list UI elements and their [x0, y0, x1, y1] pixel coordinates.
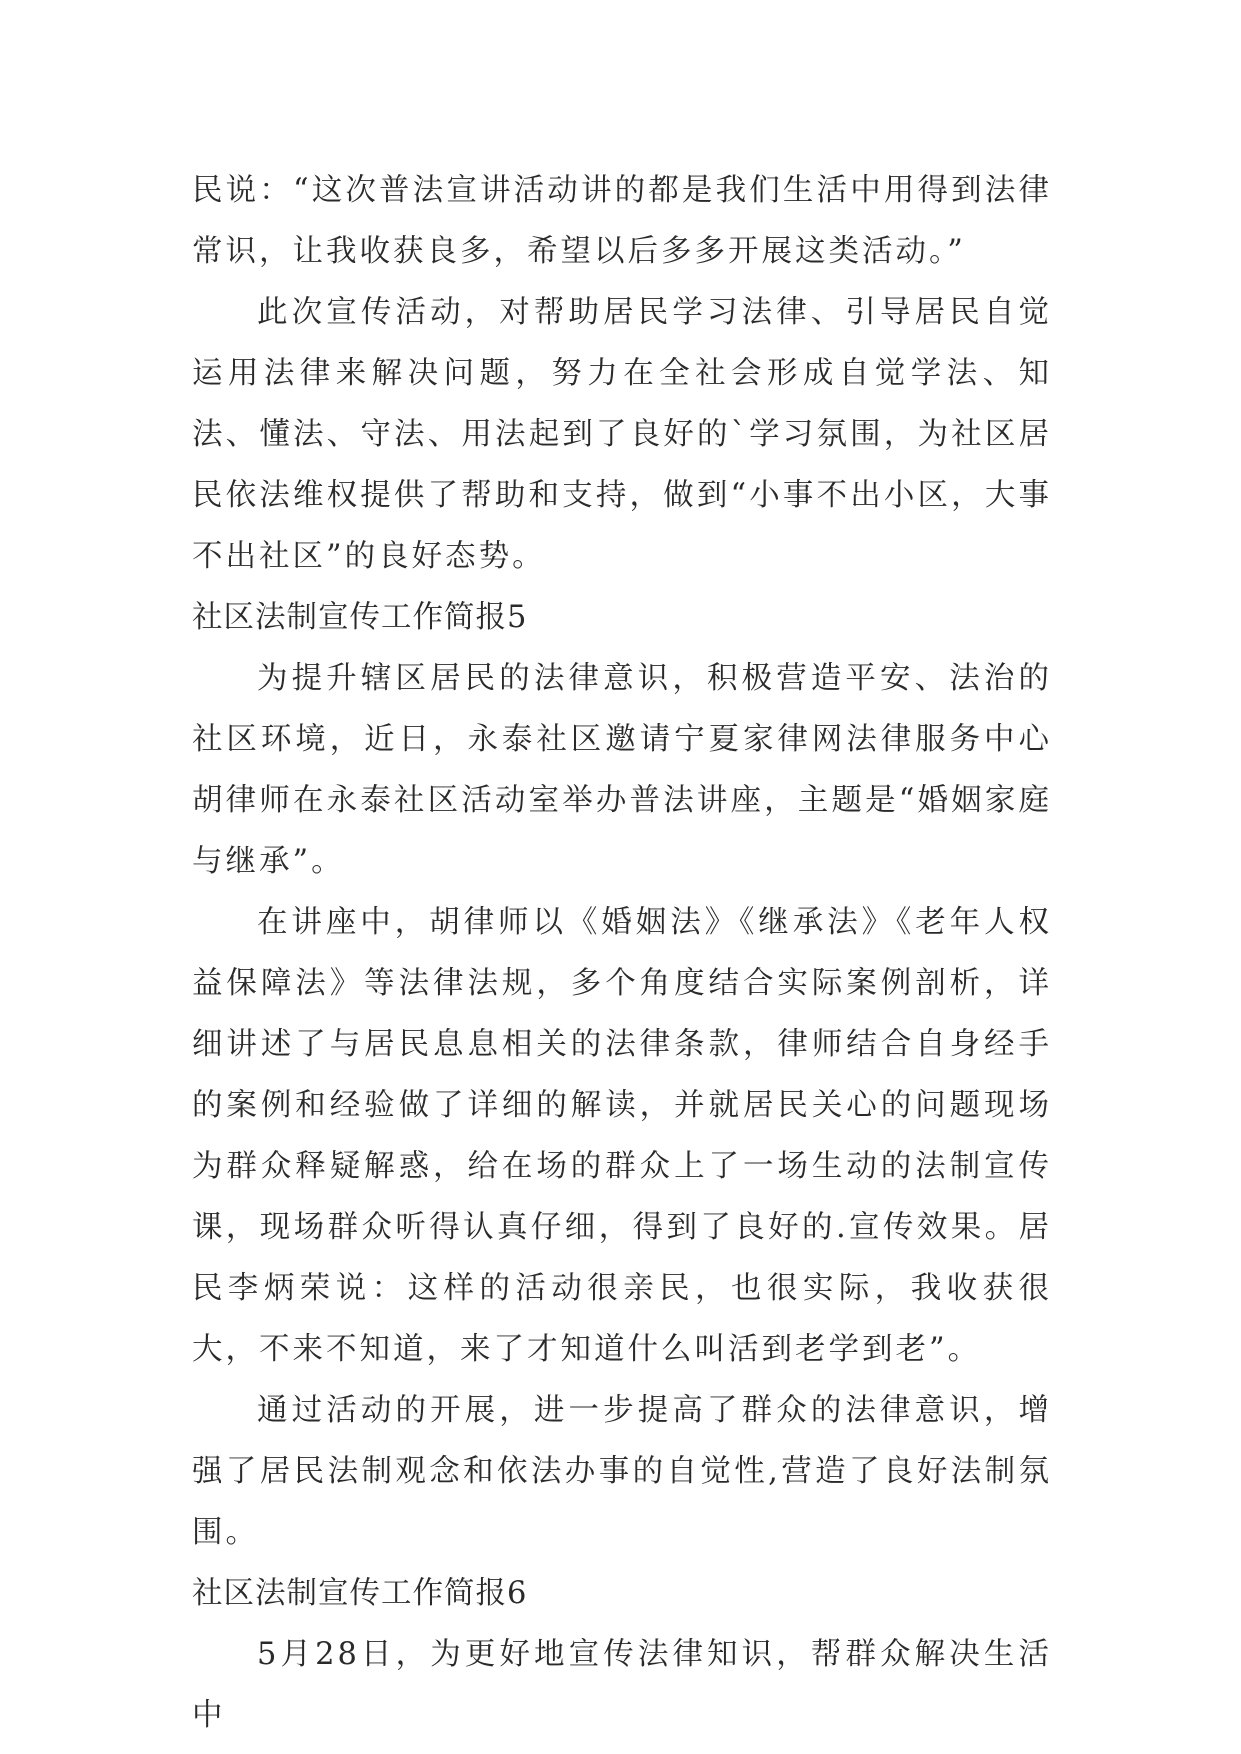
paragraph-3: 为提升辖区居民的法律意识，积极营造平安、法治的社区环境，近日，永泰社区邀请宁夏家律网法律服务中心胡律师在永泰社区活动室举办普法讲座，主题是“婚姻家庭与继承”。	[192, 661, 1052, 879]
paragraph-1: 民说：“这次普法宣讲活动讲的都是我们生活中用得到法律常识，让我收获良多，希望以后多多开展这类活动。”	[192, 173, 1052, 269]
paragraph-2: 此次宣传活动，对帮助居民学习法律、引导居民自觉运用法律来解决问题，努力在全社会形成自觉学法、知法、懂法、守法、用法起到了良好的`学习氛围，为社区居民依法维权提供了帮助和支持，做到“小事不出小区，大事不出社区”的良好态势。	[192, 295, 1052, 574]
paragraph-6: 5月28日，为更好地宣传法律知识，帮群众解决生活中	[192, 1637, 1052, 1733]
paragraph-4: 在讲座中，胡律师以《婚姻法》《继承法》《老年人权益保障法》等法律法规，多个角度结合实际案例剖析，详细讲述了与居民息息相关的法律条款，律师结合自身经手的案例和经验做了详细的解读，并就居民关心的问题现场为群众释疑解惑，给在场的群众上了一场生动的法制宣传课，现场群众听得认真仔细，得到了良好的.宣传效果。居民李炳荣说：这样的活动很亲民，也很实际，我收获很大，不来不知道，来了才知道什么叫活到老学到老”。	[192, 905, 1052, 1367]
section-heading-6: 社区法制宣传工作简报6	[192, 1576, 528, 1611]
section-heading-5: 社区法制宣传工作简报5	[192, 600, 528, 635]
document-body	[192, 160, 1052, 1746]
paragraph-5: 通过活动的开展，进一步提高了群众的法律意识，增强了居民法制观念和依法办事的自觉性,营造了良好法制氛围。	[192, 1393, 1052, 1550]
